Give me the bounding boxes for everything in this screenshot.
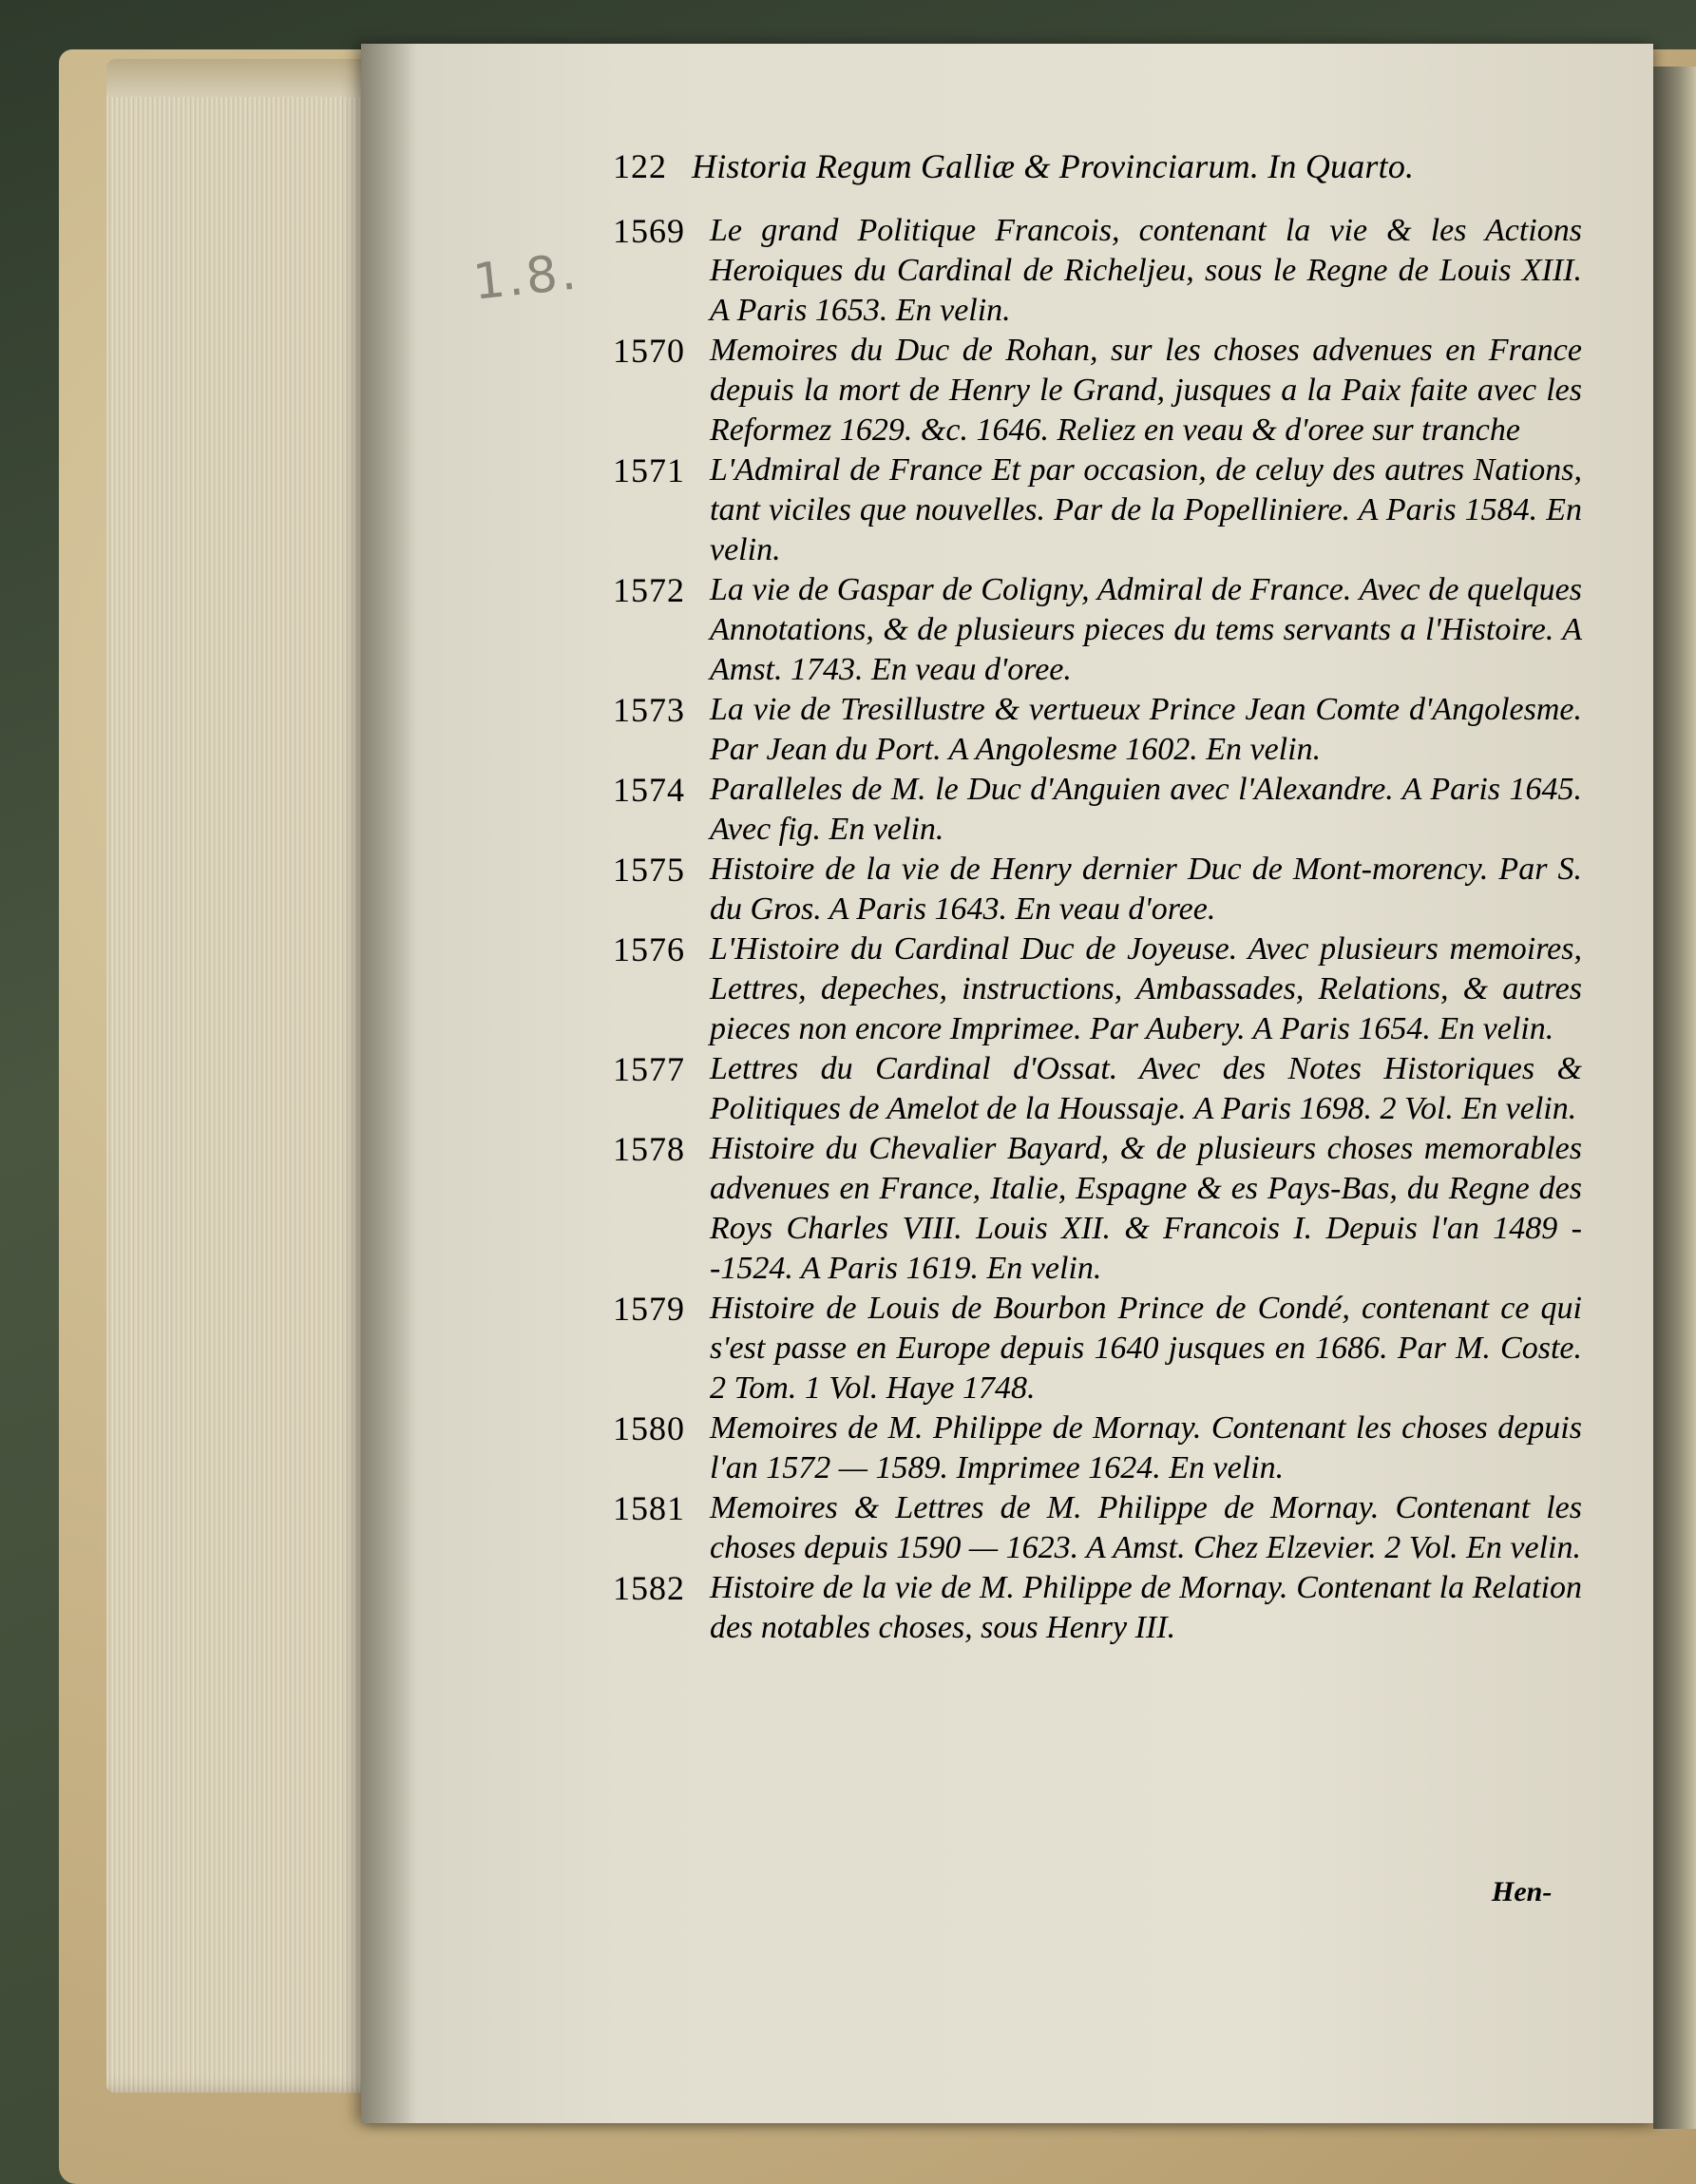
- catalogue-entry: [613, 450, 1582, 570]
- entry-number: 1579: [613, 1290, 685, 1328]
- entry-number: 1572: [613, 571, 685, 609]
- entry-number: 1581: [613, 1489, 685, 1527]
- catalogue-entry: [613, 331, 1582, 450]
- page-edges: [106, 59, 391, 2093]
- catchword: Hen-: [1492, 1876, 1553, 1907]
- entry-text: La vie de Tresillustre & vertueux Prince Jean Comte d'Angolesme. Par Jean du Port. A Angolesme 1602. En velin.: [710, 692, 1582, 767]
- catalogue-entry: [613, 1408, 1582, 1488]
- page-edges-top: [106, 59, 391, 97]
- catalogue-entries: [613, 211, 1582, 1648]
- entry-number: 1576: [613, 930, 685, 968]
- running-title: Historia Regum Galliæ & Provinciarum. In Quarto.: [692, 147, 1415, 185]
- entry-text: L'Histoire du Cardinal Duc de Joyeuse. Avec plusieurs memoires, Lettres, depeches, instructions, Ambassades, Relations, & autres pieces non encore Imprimee. Par Aubery. A Paris 1654. En velin.: [710, 931, 1582, 1046]
- entry-number: 1578: [613, 1130, 685, 1168]
- entry-text: Paralleles de M. le Duc d'Anguien avec l'Alexandre. A Paris 1645. Avec fig. En velin.: [710, 772, 1582, 847]
- facing-page-edge: [1653, 67, 1696, 2129]
- entry-number: 1575: [613, 851, 685, 889]
- catalogue-entry: [613, 1289, 1582, 1408]
- catalogue-entry: [613, 211, 1582, 331]
- entry-text: Lettres du Cardinal d'Ossat. Avec des Notes Historiques & Politiques de Amelot de la Houssaje. A Paris 1698. 2 Vol. En velin.: [710, 1051, 1582, 1126]
- catalogue-entry: [613, 1488, 1582, 1568]
- catalogue-entry: [613, 1129, 1582, 1289]
- entry-text: L'Admiral de France Et par occasion, de celuy des autres Nations, tant viciles que nouvelles. Par de la Popelliniere. A Paris 1584. En velin.: [710, 452, 1582, 567]
- catalogue-entry: [613, 850, 1582, 929]
- entry-number: 1577: [613, 1050, 685, 1088]
- entry-text: Histoire de Louis de Bourbon Prince de Condé, contenant ce qui s'est passe en Europe depuis 1640 jusques en 1686. Par M. Coste. 2 Tom. 1 Vol. Haye 1748.: [710, 1291, 1582, 1406]
- entry-text: Histoire du Chevalier Bayard, & de plusieurs choses memorables advenues en France, Italie, Espagne & es Pays-Bas, du Regne des Roys Charles VIII. Louis XII. & Francois I. Depuis l'an 1489 --1524. A Paris 1619. En velin.: [710, 1131, 1582, 1286]
- entry-text: La vie de Gaspar de Coligny, Admiral de France. Avec de quelques Annotations, & de plusieurs pieces du tems servants a l'Histoire. A Amst. 1743. En veau d'oree.: [710, 572, 1582, 687]
- page-number: 122: [613, 147, 667, 185]
- catalogue-entry: [613, 770, 1582, 850]
- entry-text: Memoires & Lettres de M. Philippe de Mornay. Contenant les choses depuis 1590 — 1623. A Amst. Chez Elzevier. 2 Vol. En velin.: [710, 1490, 1582, 1565]
- entry-number: 1569: [613, 212, 685, 250]
- entry-number: 1574: [613, 771, 685, 809]
- catalogue-entry: [613, 1049, 1582, 1129]
- catalogue-entry: [613, 1568, 1582, 1648]
- entry-number: 1582: [613, 1569, 685, 1607]
- entry-number: 1580: [613, 1409, 685, 1447]
- running-header: [613, 143, 1587, 190]
- entry-number: 1570: [613, 332, 685, 370]
- page-gutter-shadow: [361, 44, 418, 2123]
- entry-text: Histoire de la vie de M. Philippe de Mornay. Contenant la Relation des notables choses, sous Henry III.: [710, 1570, 1582, 1645]
- entry-number: 1571: [613, 451, 685, 489]
- catalogue-entry: [613, 570, 1582, 690]
- catalogue-entry: [613, 929, 1582, 1049]
- entry-text: Memoires de M. Philippe de Mornay. Contenant les choses depuis l'an 1572 — 1589. Imprimee 1624. En velin.: [710, 1410, 1582, 1485]
- entry-number: 1573: [613, 691, 685, 729]
- entry-text: Memoires du Duc de Rohan, sur les choses advenues en France depuis la mort de Henry le Grand, jusques a la Paix faite avec les Reformez 1629. &c. 1646. Reliez en veau & d'oree sur tranche: [710, 333, 1582, 448]
- entry-text: Le grand Politique Francois, contenant la vie & les Actions Heroiques du Cardinal de Richeljeu, sous le Regne de Louis XIII. A Paris 1653. En velin.: [710, 213, 1582, 328]
- entry-text: Histoire de la vie de Henry dernier Duc de Mont-morency. Par S. du Gros. A Paris 1643. En veau d'oree.: [710, 852, 1582, 927]
- catalogue-entry: [613, 690, 1582, 770]
- margin-note: 1.8.: [470, 243, 582, 312]
